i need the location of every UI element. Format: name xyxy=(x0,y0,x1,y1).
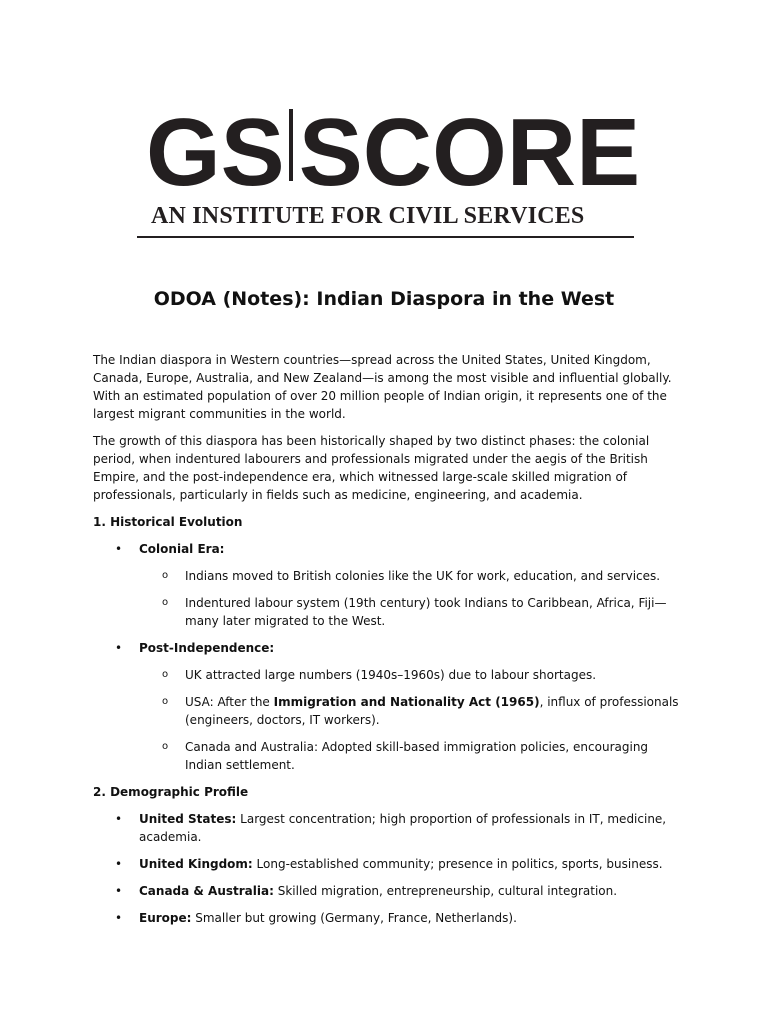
section-heading-demographic-profile: 2. Demographic Profile xyxy=(93,785,249,799)
list-item-colonial-era xyxy=(93,540,683,558)
logo-tagline: AN INSTITUTE FOR CIVIL SERVICES xyxy=(151,203,585,229)
list-item-label: Colonial Era: xyxy=(139,542,225,556)
list-item-label: Europe: xyxy=(139,911,192,925)
list-item-text: Skilled migration, entrepreneurship, cultural integration. xyxy=(273,884,618,898)
sub-list-item-text: Indentured labour system (19th century) took Indians to Caribbean, Africa, Fiji—many later migrated to the West. xyxy=(185,596,667,628)
gsscore-logo xyxy=(137,99,641,242)
act-name: Immigration and Nationality Act (1965) xyxy=(273,695,540,709)
bullet-icon: • xyxy=(115,641,123,655)
bullet-icon: • xyxy=(115,542,123,556)
circle-bullet-icon: o xyxy=(162,597,169,608)
bullet-icon: • xyxy=(115,857,123,871)
list-item-text: Largest concentration; high proportion of professionals in IT, medicine, academia. xyxy=(139,812,667,844)
circle-bullet-icon: o xyxy=(162,570,169,581)
sub-list-item xyxy=(93,693,683,729)
list-item-label: United Kingdom: xyxy=(139,857,253,871)
bullet-icon: • xyxy=(115,911,123,925)
intro-paragraph-1: The Indian diaspora in Western countries—spread across the United States, United Kingdom, Canada, Europe, Australia, and New Zealand—is among the most visible and influential globally. With an estimated population of over 20 million people of Indian origin, it represents one of the largest migrant communities in the world. xyxy=(93,353,672,421)
section-heading-historical-evolution: 1. Historical Evolution xyxy=(93,515,243,529)
intro-paragraph-2: The growth of this diaspora has been historically shaped by two distinct phases: the colonial period, when indentured labourers and professionals migrated under the aegis of the British Empire, and the post-independence era, which witnessed large-scale skilled migration of professionals, particularly in fields such as medicine, engineering, and academia. xyxy=(93,434,650,502)
logo-wordmark: GS SCORE xyxy=(146,99,641,206)
list-item-canada-australia xyxy=(93,882,683,900)
sub-list-item xyxy=(93,567,683,585)
document-title: ODOA (Notes): Indian Diaspora in the West xyxy=(153,288,615,310)
list-item-label: Post-Independence: xyxy=(139,641,275,655)
list-item-united-kingdom xyxy=(93,855,683,873)
circle-bullet-icon: o xyxy=(162,669,169,680)
sub-list-item xyxy=(93,738,683,774)
list-item-label: Canada & Australia: xyxy=(139,884,274,898)
list-item-text: Smaller but growing (Germany, France, Netherlands). xyxy=(191,911,517,925)
bullet-icon: • xyxy=(115,884,123,898)
circle-bullet-icon: o xyxy=(162,696,169,707)
document-body xyxy=(93,351,683,936)
sub-list-item-text: Canada and Australia: Adopted skill-based immigration policies, encouraging Indian settlement. xyxy=(185,740,649,772)
list-item-europe xyxy=(93,909,683,927)
list-item-label: United States: xyxy=(139,812,237,826)
sub-list-item xyxy=(93,594,683,630)
sub-list-item xyxy=(93,666,683,684)
list-item-united-states xyxy=(93,810,683,846)
circle-bullet-icon: o xyxy=(162,741,169,752)
sub-list-item-text: Indians moved to British colonies like the UK for work, education, and services. xyxy=(185,569,661,583)
sub-list-item-text: USA: After the Immigration and Nationality Act (1965), influx of professionals (engineers, doctors, IT workers). xyxy=(185,695,679,727)
sub-list-item-text: UK attracted large numbers (1940s–1960s) due to labour shortages. xyxy=(185,668,597,682)
list-item-text: Long-established community; presence in politics, sports, business. xyxy=(252,857,663,871)
bullet-icon: • xyxy=(115,812,123,826)
logo-underline xyxy=(137,236,634,238)
list-item-post-independence xyxy=(93,639,683,657)
